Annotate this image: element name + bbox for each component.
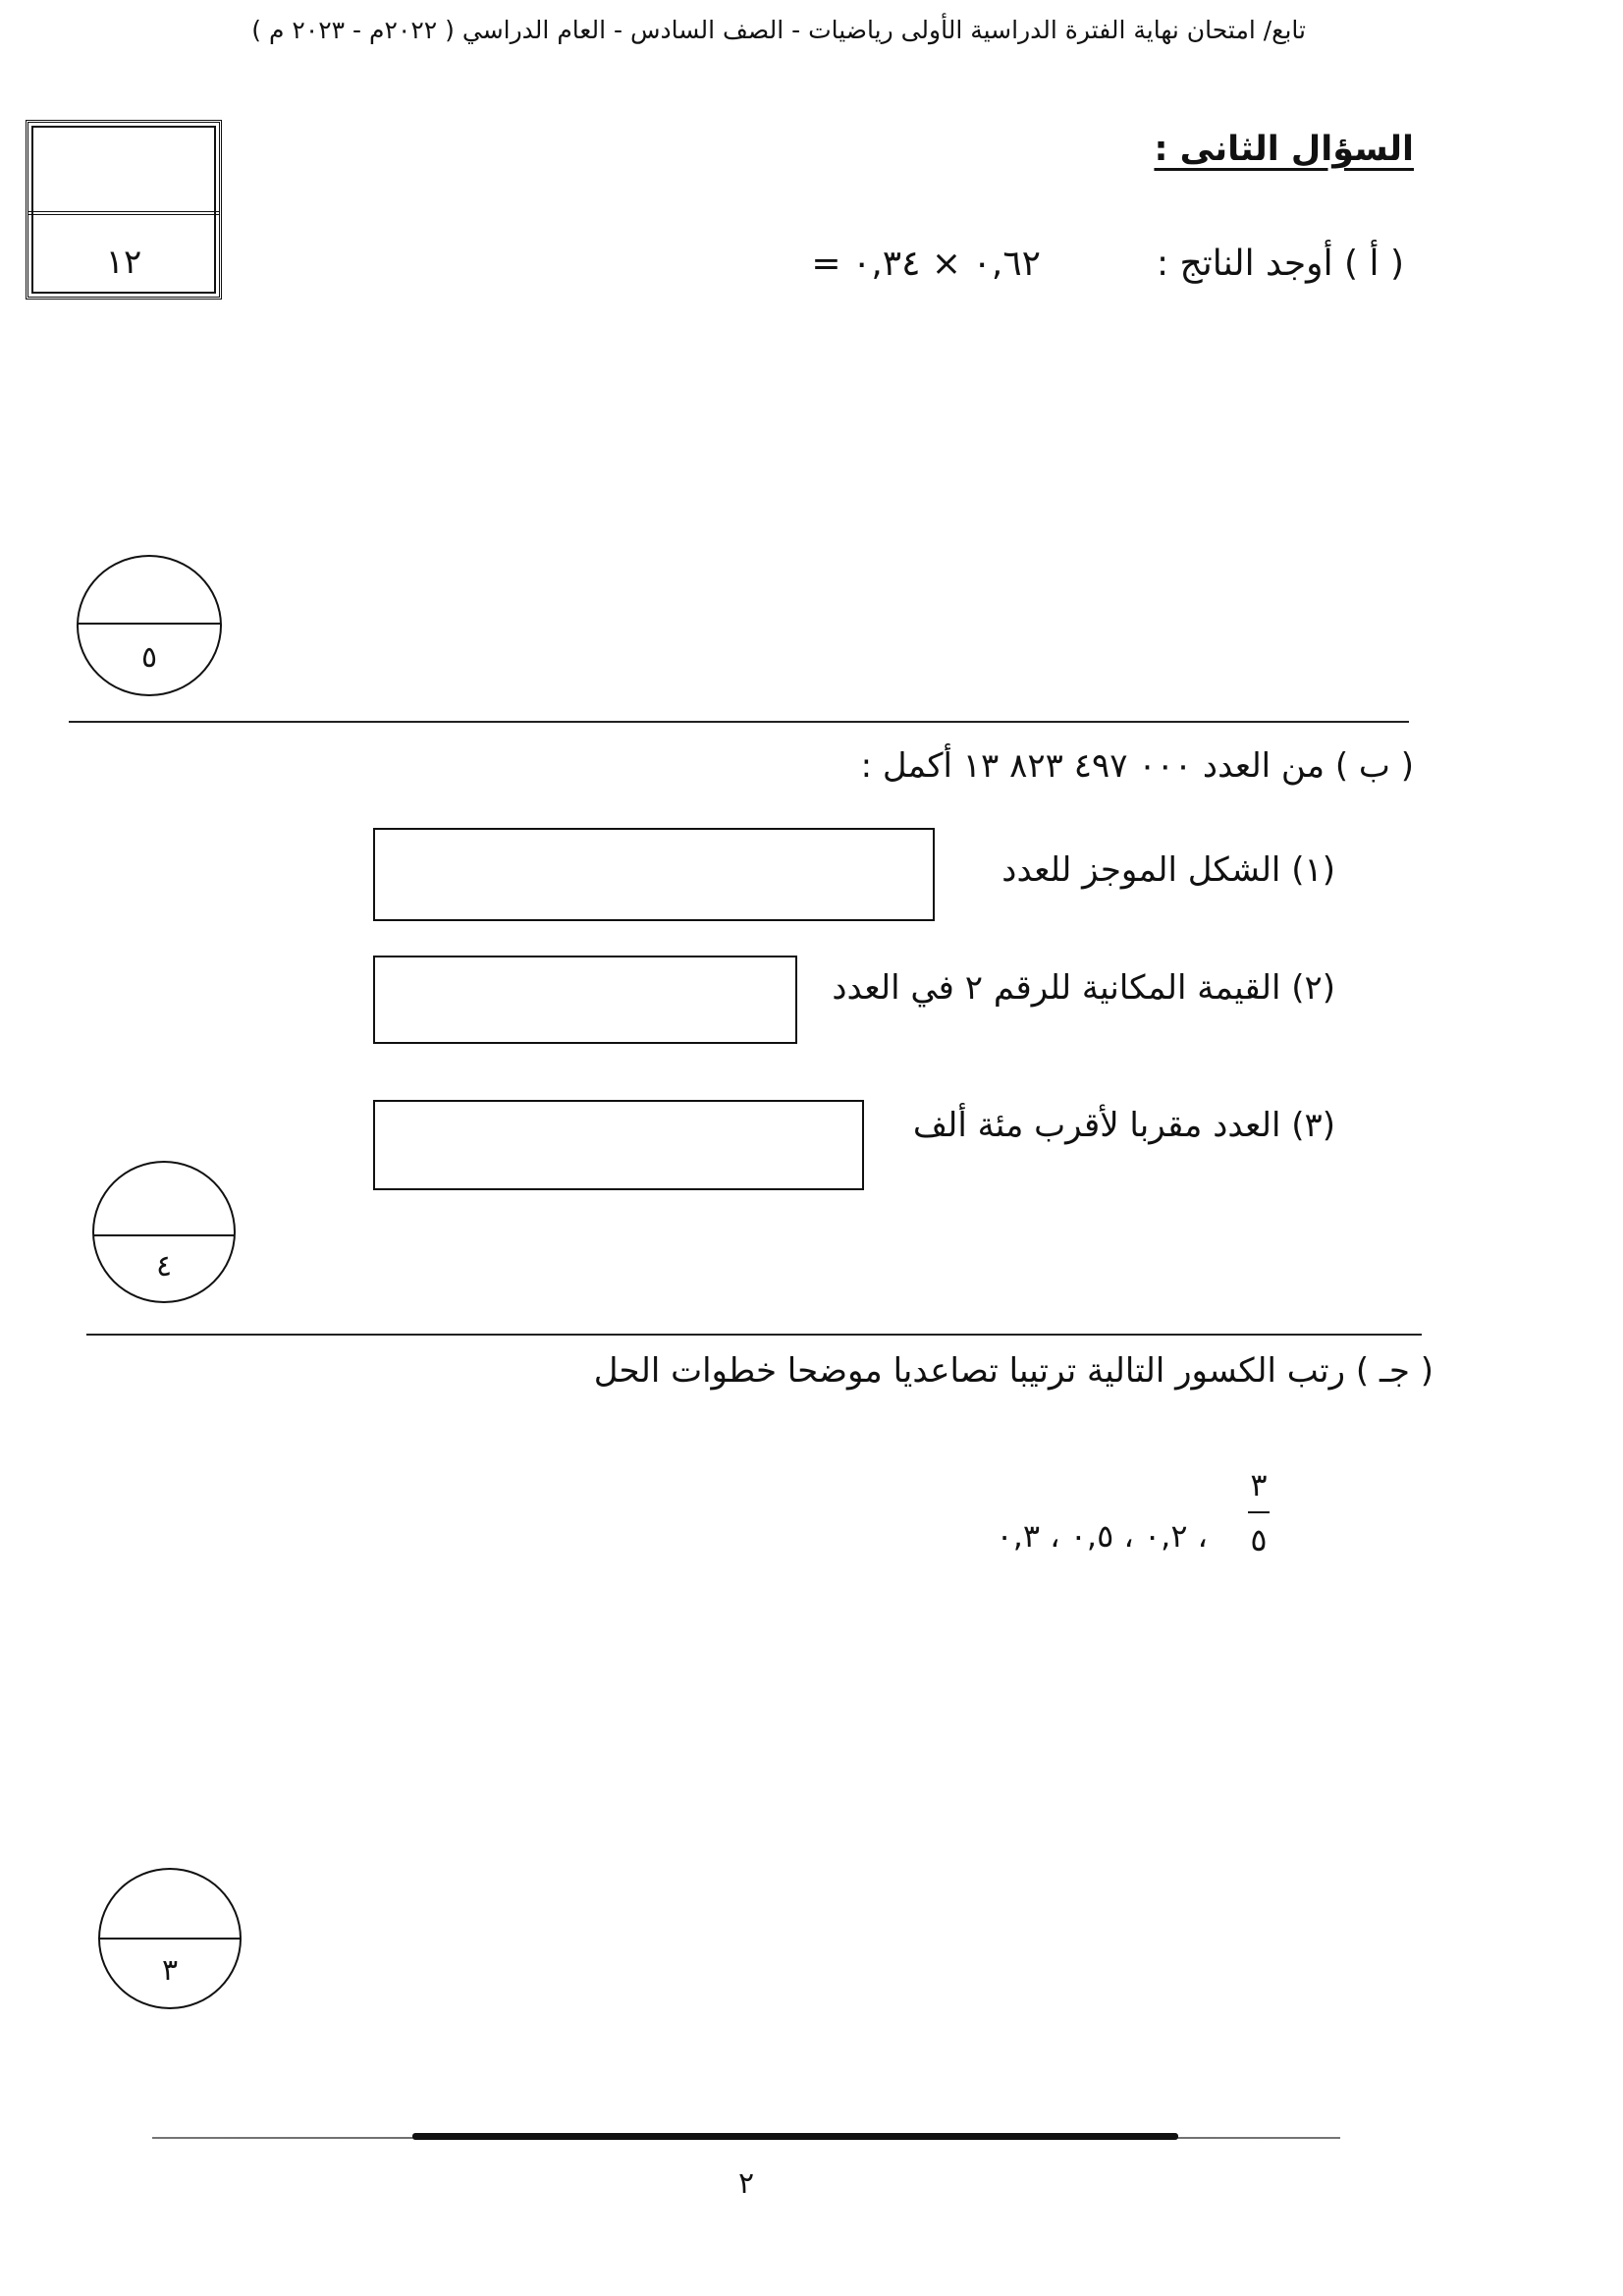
section-divider-b — [86, 1334, 1422, 1336]
part-c-mark-value: ٣ — [161, 1953, 179, 1988]
part-a-label: ( أ ) أوجد الناتج : — [1156, 244, 1404, 284]
score-box-divider — [28, 211, 219, 215]
part-b-answer-box-1[interactable] — [373, 828, 935, 921]
part-a-mark-circle — [77, 555, 222, 696]
part-b-item-3-label: (٣) العدد مقربا لأقرب مئة ألف — [912, 1106, 1335, 1145]
question-title: السؤال الثانى : — [1154, 130, 1414, 169]
fraction-bar — [1248, 1511, 1270, 1513]
exam-header: تابع/ امتحان نهاية الفترة الدراسية الأولى رياضيات - الصف السادس - العام الدراسي ( ٢٠٢٢م - ٢٠٢٣ م ) — [251, 16, 1306, 44]
part-c-label: ( جـ ) رتب الكسور التالية ترتيبا تصاعديا موضحا خطوات الحل — [593, 1351, 1434, 1391]
part-b-item-1-label: (١) الشكل الموجز للعدد — [1001, 850, 1335, 890]
part-b-label: ( ب ) من العدد ٠٠٠ ٤٩٧ ٨٢٣ ١٣ أكمل : — [860, 746, 1414, 786]
part-c-mark-circle — [98, 1868, 242, 2009]
fraction-denominator: ٥ — [1250, 1521, 1268, 1558]
total-score-box — [26, 120, 222, 300]
part-b-mark-value: ٤ — [155, 1249, 173, 1284]
mark-circle-divider — [94, 1234, 234, 1236]
fraction-numerator: ٣ — [1250, 1466, 1268, 1503]
part-a-expression: ٠,٦٢ × ٠,٣٤ = — [811, 244, 1041, 284]
part-a-mark-value: ٥ — [140, 640, 158, 675]
page-number: ٢ — [737, 2166, 755, 2201]
part-b-item-2-label: (٢) القيمة المكانية للرقم ٢ في العدد — [832, 968, 1335, 1008]
part-b-answer-box-3[interactable] — [373, 1100, 864, 1190]
total-score-value: ١٢ — [105, 243, 142, 282]
fraction-three-fifths — [1239, 1466, 1278, 1558]
decimal-values: ، ٠,٢ ، ٠,٥ ، ٠,٣ — [996, 1517, 1208, 1555]
section-divider-a — [69, 721, 1409, 723]
footer-rule-thick — [412, 2133, 1178, 2140]
part-b-mark-circle — [92, 1161, 236, 1303]
mark-circle-divider — [79, 623, 220, 625]
mark-circle-divider — [100, 1938, 240, 1940]
part-b-answer-box-2[interactable] — [373, 956, 797, 1044]
